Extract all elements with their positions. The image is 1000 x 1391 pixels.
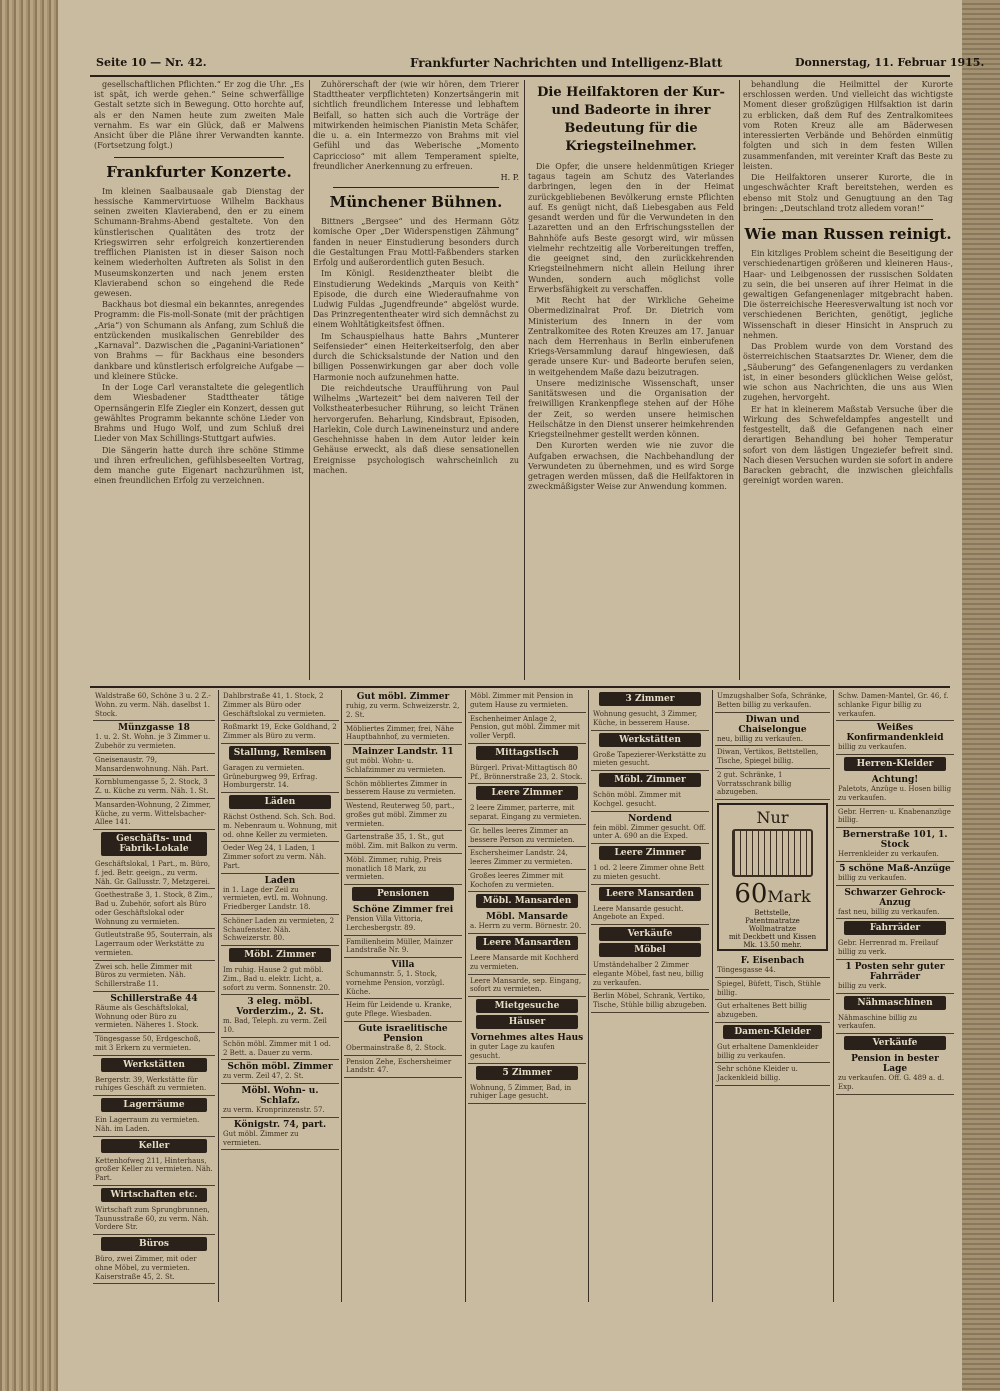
ad-text: Patentmatratze bbox=[745, 917, 800, 925]
category-heading: 5 Zimmer bbox=[476, 1066, 578, 1080]
ad-text: Wohnung, 5 Zimmer, Bad, in ruhiger Lage gesucht. bbox=[470, 1083, 572, 1101]
ad-text: Herrenkleider zu verkaufen. bbox=[838, 850, 939, 858]
category-heading: Wirtschaften etc. bbox=[101, 1188, 207, 1202]
ad-text: neu, billig zu verkaufen. bbox=[717, 734, 804, 743]
separator bbox=[333, 187, 499, 188]
ad-text: Roßmarkt 19, Ecke Goldhand, 2 Zimmer als Büro zu verm. bbox=[223, 723, 337, 740]
ad-title: Gute israelitische Pension bbox=[358, 1023, 448, 1044]
masthead: Frankfurter Nachrichten und Intelligenz-Blatt bbox=[410, 56, 723, 70]
classified-ad bbox=[221, 1118, 339, 1151]
classified-ad bbox=[344, 958, 462, 999]
classified-ad bbox=[468, 802, 586, 825]
ad-text: Großes leeres Zimmer mit Kochofen zu vermieten. bbox=[470, 871, 564, 889]
ad-text: Berlin Möbel, Schrank, Vertiko, Tische, Stühle billig abzugeben. bbox=[593, 992, 707, 1009]
ad-text: Diwan, Vertikos, Bettstellen, Tische, Spiegel billig. bbox=[717, 748, 819, 765]
paragraph: In der Loge Carl veranstaltete die gelegentlich dem Wiesbadener Stadttheater tätige Opernsängerin Elfe Ziegler ein Konzert, dessen gut gewähltes Programm bekannte schöne Lieder von Brahms und Hugo Wolf, und zum Schluß drei Lieder von Max Schillings-Stuttgart aufwies. bbox=[94, 383, 304, 444]
paragraph: Zuhörerschaft der (wie wir hören, dem Trierer Stadttheater verpflichteten) Konzertsängerin mit sichtlich freundlichem Interesse und lebhaftem Beifall, so hatten sich auch die Vorträge der mitwirkenden heimischen Pianistin Meta Schäfer, die u. a. ein Intermezzo von Brahms mit viel Gefühl und das Weberische „Momento Capriccioso“ mit allem Temperament spielte, freundlicher Anerkennung zu erfreuen. bbox=[313, 80, 519, 171]
classified-ad bbox=[93, 858, 215, 889]
ad-title: Münzgasse 18 bbox=[118, 723, 190, 734]
ad-text: fast neu, billig zu verkaufen. bbox=[838, 907, 940, 916]
classified-ad bbox=[591, 862, 709, 885]
paragraph: Im kleinen Saalbausaale gab Dienstag der hessische Kammervirtuose Wilhelm Backhaus seinen zweiten Klavierabend, den er zu einem Schumann-Brahms-Abend gestaltete. Von den künstlerischen Qualitäten des trotz der Kriegswirren sehr erfolgreich konzertierenden trefflichen Pianisten ist in dieser Saison noch keinem wiederholten Auftreten als Solist in den Museumskonzerten und nach jenem ersten Klavierabend schon so eingehend die Rede gewesen. bbox=[94, 186, 304, 298]
ad-text: Pension Villa Vittoria, Lerchesbergstr. 89. bbox=[346, 915, 423, 932]
category-heading: Leere Mansarden bbox=[599, 887, 701, 901]
ad-text: Heim für Leidende u. Kranke, gute Pflege. Wiesbaden. bbox=[346, 1001, 452, 1018]
paragraph: Im Königl. Residenztheater bleibt die Einstudierung Wedekinds „Marquis von Keith“ Episode, die durch eine Wiederaufnahme von Ludwig Fuldas „Jugendfreunde“ abgelöst wurde. Das Prinzregententheater wird sich demnächst zu einem Wohltätigkeitsfest öffnen. bbox=[313, 269, 519, 330]
classified-ad bbox=[93, 1155, 215, 1186]
classified-ad bbox=[221, 1060, 339, 1084]
classified-ad bbox=[715, 978, 830, 1001]
classified-ad bbox=[836, 828, 954, 862]
category-heading: Geschäfts- und Fabrik-Lokale bbox=[101, 832, 207, 856]
column-rule bbox=[341, 690, 342, 1302]
ad-text: in guter Lage zu kaufen gesucht. bbox=[470, 1043, 555, 1060]
classified-ad bbox=[344, 745, 462, 778]
ad-text: Nähmaschine billig zu verkaufen. bbox=[838, 1013, 918, 1031]
classified-ad bbox=[93, 1033, 215, 1056]
ad-text: gut möbl. Wohn- u. Schlafzimmer zu vermieten. bbox=[346, 757, 446, 774]
ads-column-6 bbox=[715, 690, 830, 1300]
classified-ad bbox=[715, 690, 830, 713]
separator bbox=[114, 157, 284, 158]
classified-ad bbox=[221, 1084, 339, 1118]
ad-text: Schön möbl. Zimmer mit 1 od. 2 Bett. a. Dauer zu verm. bbox=[223, 1039, 331, 1057]
classified-ad bbox=[715, 1063, 830, 1086]
ad-text: Große Tapezierer-Werkstätte zu mieten gesucht. bbox=[593, 750, 707, 768]
col2-top-body bbox=[313, 80, 519, 172]
ad-text: Töngesgasse 50, Erdgeschoß, mit 3 Erkern zu vermieten. bbox=[95, 1035, 201, 1052]
ad-text: Wollmatratze bbox=[748, 925, 797, 933]
ad-text: Gebr. Herrenrad m. Freilauf billig zu verk. bbox=[838, 939, 939, 956]
ad-text: Dahlbrstraße 41, 1. Stock, 2 Zimmer als Büro oder Geschäftslokal zu vermieten. bbox=[223, 692, 326, 718]
classified-ad bbox=[93, 754, 215, 777]
category-heading: Möbl. Zimmer bbox=[229, 948, 331, 962]
ad-text: Rächst Osthend. Sch. Sch. Bod. m. Nebenraum u. Wohnung, mit od. ohne Keller zu vermieten. bbox=[223, 813, 337, 839]
category-heading: Mietgesuche bbox=[476, 999, 578, 1013]
ad-title: Möbl. Wohn- u. Schlafz. bbox=[241, 1086, 319, 1106]
ad-title: Möbl. Mansarde bbox=[486, 912, 568, 923]
ad-title: 1 Posten sehr guter Fahrräder bbox=[845, 961, 945, 982]
classified-ad bbox=[468, 825, 586, 848]
ad-text: Goethestraße 3, 1. Stock, 8 Zim., Bad u. Zubehör, sofort als Büro oder Geschäftslokal oder Wohnung zu vermieten. bbox=[95, 891, 213, 926]
category-heading: Werkstätten bbox=[599, 733, 701, 747]
ad-text: Pension Zehe, Eschersheimer Landstr. 47. bbox=[346, 1057, 452, 1075]
classified-ad bbox=[221, 964, 339, 995]
category-heading: Büros bbox=[101, 1237, 207, 1251]
ad-text: Schumannstr. 5, 1. Stock, vornehme Pension, vorzügl. Küche. bbox=[346, 970, 445, 996]
ad-text: Gr. helles leeres Zimmer an bessere Person zu vermieten. bbox=[470, 826, 575, 844]
article-column-4 bbox=[743, 80, 953, 680]
category-heading: Möbel bbox=[599, 943, 701, 957]
ad-text: Leere Mansarde, sep. Eingang, sofort zu vermieten. bbox=[470, 976, 582, 994]
ad-text: Möbliertes Zimmer, frei, Nähe Hauptbahnhof, zu vermieten. bbox=[346, 724, 454, 742]
paragraph: Mit Recht hat der Wirkliche Geheime Obermedizinalrat Prof. Dr. Dietrich vom Ministerium des Innern in der vom Zentralkomitee des Roten Kreuzes am 17. Januar nach dem Herrenhaus in Berlin einberufenen Kriegs-Versammlung darauf hingewiesen, daß gerade unsere Kur- und Badeorte berufen seien, in weitgehendem Maße dazu beizutragen. bbox=[528, 296, 734, 377]
ad-title: Villa bbox=[391, 960, 415, 970]
konzerte-title: Frankfurter Konzerte. bbox=[106, 162, 292, 181]
category-heading: Mittagstisch bbox=[476, 746, 578, 760]
column-rule bbox=[218, 690, 219, 1302]
classified-ad bbox=[93, 1204, 215, 1235]
classified-ad bbox=[836, 862, 954, 886]
heilfaktoren-title: Die Heilfaktoren der Kur- und Badeorte in ihrer Bedeutung für die Kriegsteilnehmer. bbox=[537, 85, 725, 154]
ad-text: Möbl. Zimmer mit Pension in gutem Hause zu vermieten. bbox=[470, 692, 574, 709]
konzerte-body bbox=[94, 187, 304, 487]
classified-ad bbox=[591, 812, 709, 845]
classified-ad bbox=[468, 1082, 586, 1105]
classified-ad bbox=[344, 723, 462, 746]
ad-text: in 1. Lage der Zeil zu vermieten, evtl. m. Wohnung. Friedberger Landstr. 18. bbox=[223, 885, 328, 911]
paragraph: Backhaus bot diesmal ein bekanntes, anregendes Programm: die Fis-moll-Sonate (mit der prächtigen „Aria“) von Schumann als Anfang, zum Schluß die entzückenden musikalischen Genrebilder des „Karnaval“. Dazwischen die „Paganini-Variationen“ von Brahms — für Backhaus eine besonders dankbare und künstlerisch erfolgreiche Aufgabe — und kleinere Stücke. bbox=[94, 300, 304, 381]
classified-ad bbox=[836, 806, 954, 829]
article-column-2 bbox=[313, 80, 519, 680]
classified-ad bbox=[344, 778, 462, 801]
category-heading: Leere Zimmer bbox=[599, 846, 701, 860]
ad-text: billig zu verkaufen. bbox=[838, 873, 907, 882]
ad-text: Umzugshalber Sofa, Schränke, Betten billig zu verkaufen. bbox=[717, 692, 828, 709]
ad-text: Gebr. Herren- u. Knabenanzüge billig. bbox=[838, 807, 951, 825]
category-heading: Nähmaschinen bbox=[844, 996, 946, 1010]
classified-ad bbox=[221, 915, 339, 946]
ad-text: zu verm. Zeil 47, 2. St. bbox=[223, 1072, 304, 1081]
ad-text: Kettenhofweg 211, Hinterhaus, großer Keller zu vermieten. Näh. Part. bbox=[95, 1156, 213, 1182]
ad-title: Bernerstraße 101, 1. Stock bbox=[842, 830, 948, 850]
classified-ad bbox=[715, 769, 830, 800]
ad-price: 60 bbox=[734, 879, 768, 909]
classified-ad bbox=[221, 811, 339, 842]
classified-ad bbox=[344, 831, 462, 854]
category-heading: Stallung, Remisen bbox=[229, 746, 331, 760]
classified-ad bbox=[468, 1031, 586, 1064]
ad-title: Mainzer Landstr. 11 bbox=[352, 747, 454, 757]
ad-title: Vornehmes altes Haus bbox=[470, 1033, 584, 1043]
ad-text: Zwei sch. helle Zimmer mit Büros zu vermieten. Näh. Schillerstraße 11. bbox=[95, 962, 193, 988]
classified-ad bbox=[468, 952, 586, 975]
ad-text: Büro, zwei Zimmer, mit oder ohne Möbel, zu vermieten. Kaiserstraße 45, 2. St. bbox=[95, 1255, 197, 1281]
paragraph: Die Sängerin hatte durch ihre schöne Stimme und ihren erfreulichen, gefühlsbeseelten Vortrag, dem manche gute Eigenart nachzurühmen ist, einen freundlichen Erfolg zu verzeichnen. bbox=[94, 445, 304, 486]
heilfaktoren-body bbox=[528, 162, 734, 493]
classified-ad bbox=[93, 1074, 215, 1097]
ad-text: 1. u. 2. St. Wohn. je 3 Zimmer u. Zubehör zu vermieten. bbox=[95, 733, 211, 750]
ad-title: Gut möbl. Zimmer bbox=[356, 692, 450, 702]
category-heading: Möbl. Mansarden bbox=[476, 894, 578, 908]
classified-ad bbox=[836, 721, 954, 755]
ad-text: mit Deckbett und Kissen bbox=[728, 933, 817, 941]
classified-ad bbox=[221, 874, 339, 915]
ad-text: Möbl. Zimmer, ruhig, Preis monatlich 18 Mark, zu vermieten. bbox=[346, 855, 442, 882]
paragraph: Die Heilfaktoren unserer Kurorte, die in ungeschwächter Kraft bereitstehen, werden es ebenso mit Stolz und Genugtuung an den Tag bringen: „Deutschland trotz alledem voran!“ bbox=[743, 173, 953, 213]
ad-text: Töngesgasse 44. bbox=[717, 966, 776, 974]
ad-text: billig zu verk. bbox=[838, 981, 887, 990]
article-column-1 bbox=[94, 80, 304, 680]
classified-ad bbox=[93, 929, 215, 960]
ad-title: 5 schöne Maß-Anzüge bbox=[839, 863, 951, 874]
page-number: Seite 10 — Nr. 42. bbox=[96, 56, 207, 69]
ad-text: Gut möbl. Zimmer zu vermieten. bbox=[223, 1129, 299, 1147]
classified-ad bbox=[836, 886, 954, 920]
classified-ad bbox=[93, 961, 215, 992]
ad-text: Kornblumengasse 5, 2. Stock, 3 Z. u. Küche zu verm. Näh. 1. St. bbox=[95, 778, 209, 795]
ad-text: Garagen zu vermieten. Grüneburgweg 99, Erfrag. Homburgerstr. 14. bbox=[223, 763, 318, 790]
ad-text: Gut erhaltene Damenkleider billig zu verkaufen. bbox=[717, 1042, 819, 1060]
paragraph: Die reichdeutsche Uraufführung von Paul Wilhelms „Wartezeit“ bei dem naiveren Teil der Volkstheaterbesucher Rührung, so leicht Tränen hervorgerufen. Beharlung, Kindsbraut, Episoden, Harlekin, Cole durch Lawineneinsturz und andere Geschehnisse haben in dem Autor leider kein Gehäuse erweckt, als daß diese sensationellen Ereignisse psychologisch wahrscheinlich zu machen. bbox=[313, 383, 519, 475]
classified-ad bbox=[344, 999, 462, 1022]
classified-ad bbox=[591, 749, 709, 772]
classified-ad bbox=[93, 776, 215, 799]
classified-ad bbox=[591, 990, 709, 1013]
classified-ad bbox=[221, 721, 339, 744]
ad-title: Pension in bester Lage bbox=[851, 1054, 939, 1074]
ad-text: Bergerstr. 39, Werkstätte für ruhiges Geschäft zu vermieten. bbox=[95, 1075, 207, 1093]
classified-ad bbox=[468, 870, 586, 893]
classified-ad bbox=[344, 1056, 462, 1079]
author-signature: H. P. bbox=[500, 173, 519, 183]
col4-top-body bbox=[743, 80, 953, 214]
ad-text: Gneisenaustr. 79, Mansardenwohnung. Näh. Part. bbox=[95, 755, 209, 773]
ads-column-2 bbox=[221, 690, 339, 1300]
category-heading: Häuser bbox=[476, 1015, 578, 1029]
classified-ad bbox=[344, 854, 462, 885]
ad-text: Gartenstraße 35, 1. St., gut möbl. Zim. mit Balkon zu verm. bbox=[346, 833, 458, 850]
ad-text: Schön möbl. Zimmer mit Kochgel. gesucht. bbox=[593, 791, 681, 808]
paragraph: Den Kurorten werden wie nie zuvor die Aufgaben erwachsen, die Nachbehandlung der Verwundeten zu übernehmen, und es wird Sorge getragen werden müssen, daß die Heilfaktoren in zweckmäßigster Weise zur Anwendung kommen. bbox=[528, 441, 734, 492]
ads-column-3 bbox=[344, 690, 462, 1300]
ad-text: 2 gut. Schränke, 1 Vorratsschrank billig abzugeben. bbox=[717, 770, 792, 797]
classified-ad bbox=[221, 690, 339, 721]
ad-title: 3 eleg. möbl. Vorderzim., 2. St. bbox=[236, 997, 324, 1018]
ad-text: Im ruhig. Hause 2 gut möbl. Zim., Bad u. elektr. Licht, a. sofort zu verm. Sonnenstr. 20. bbox=[223, 966, 331, 992]
paragraph: Im Schauspielhaus hatte Bahrs „Munterer Seifensieder“ einen Heiterkeitserfolg, den aber durch die Schicksalstunde der Nation und den billigen Possenwirkungen gar aber doch volle Harmonie noch aufzunehmen hatte. bbox=[313, 331, 519, 382]
column-rule bbox=[309, 80, 310, 680]
ad-title: Schön möbl. Zimmer bbox=[227, 1062, 333, 1073]
classified-ad bbox=[93, 799, 215, 830]
classified-ad bbox=[221, 762, 339, 793]
ad-text: Westend, Reuterweg 50, part., großes gut möbl. Zimmer zu vermieten. bbox=[346, 802, 455, 828]
classified-ad bbox=[93, 690, 215, 721]
ad-text: Gutleutstraße 95, Souterrain, als Lagerraum oder Werkstätte zu vermieten. bbox=[95, 931, 213, 957]
classified-ad bbox=[344, 800, 462, 831]
category-heading: Keller bbox=[101, 1139, 207, 1153]
ad-text: Leere Mansarde gesucht. Angebote an Exped. bbox=[593, 904, 684, 922]
category-heading: Leere Mansarden bbox=[476, 936, 578, 950]
ad-text: billig zu verkaufen. bbox=[838, 743, 907, 752]
ad-title: Schwarzer Gehrock-Anzug bbox=[844, 887, 946, 908]
russen-title: Wie man Russen reinigt. bbox=[744, 225, 952, 244]
category-heading: Lagerräume bbox=[101, 1098, 207, 1112]
header-rule bbox=[90, 75, 950, 77]
classified-ad bbox=[836, 1012, 954, 1035]
paragraph: Bittners „Bergsee“ und des Hermann Götz komische Oper „Der Widerspenstigen Zähmung“ fanden in neuer Einstudierung besonders durch die Gestaltungen Frau Mottl-Faßbenders starken Erfolg und außerordentlich guten Besuch. bbox=[313, 217, 519, 268]
classified-ad bbox=[93, 1253, 215, 1284]
classified-ad bbox=[715, 713, 830, 747]
article-column-3 bbox=[528, 80, 734, 680]
classified-ad bbox=[468, 910, 586, 934]
novel-continuation: gesellschaftlichen Pflichten.“ Er zog die Uhr. „Es ist spät, ich werde gehen.“ Seine schwerfällige Gestalt setzte sich in Bewegung. Otto horchte auf, als er den Namen heute zum zweiten Male vernahm. Es war ein Glück, daß er Malwens Ansicht über die Pläne ihrer Verwandten kannte. (Fortsetzung folgt.) bbox=[94, 80, 304, 151]
classified-ad bbox=[591, 903, 709, 926]
ad-text: Gut erhaltenes Bett billig abzugeben. bbox=[717, 1002, 808, 1019]
paragraph: Die Opfer, die unsere heldenmütigen Krieger tagaus tagein am Schutz des Vaterlandes darbringen, legen den in der Heimat zurückgebliebenen Bevölkerung ernste Pflichten auf. Es genügt nicht, daß Liebesgaben aus Feld gesandt werden und für die Verwundeten in den Lazaretten und an den Erfrischungsstellen der Bahnhöfe aufs Beste gesorgt wird, wir müssen vielmehr rechtzeitig alle Vorbereitungen treffen, die geeignet sind, den zurückkehrenden Kriegsteilnehmern nicht allein Heilung ihrer Wunden, sondern auch möglichst volle Erwerbsfähigkeit zu verschaffen. bbox=[528, 162, 734, 294]
ad-text: Oeder Weg 24, 1 Laden, 1 Zimmer sofort zu verm. Näh. Part. bbox=[223, 844, 327, 870]
classified-ad bbox=[468, 713, 586, 744]
classified-ad bbox=[344, 690, 462, 723]
column-rule bbox=[833, 690, 834, 1302]
ad-text: Familienheim Müller, Mainzer Landstraße Nr. 9. bbox=[346, 937, 453, 955]
ad-text: Waldstraße 60, Schöne 3 u. 2 Z.-Wohn. zu verm. Näh. daselbst 1. Stock. bbox=[95, 692, 211, 718]
ad-text: Räume als Geschäftslokal, Wohnung oder Büro zu vermieten. Näheres 1. Stock. bbox=[95, 1003, 199, 1030]
category-heading: Fahrräder bbox=[844, 921, 946, 935]
bed-illustration bbox=[732, 829, 813, 877]
furniture-ad bbox=[717, 803, 828, 951]
ad-text: Eschenheimer Anlage 2, Pension, gut möbl. Zimmer mit voller Verpfl. bbox=[470, 714, 580, 740]
ad-text: Schön möbliertes Zimmer in besserem Hause zu vermieten. bbox=[346, 779, 456, 797]
ad-text: Bettstelle, bbox=[754, 909, 791, 917]
classified-ad bbox=[221, 1038, 339, 1061]
date-line: Donnerstag, 11. Februar 1915. bbox=[795, 56, 985, 69]
ad-text: Leere Mansarde mit Kochherd zu vermieten. bbox=[470, 954, 579, 971]
page-edge bbox=[962, 0, 1000, 1391]
classified-ad bbox=[836, 1052, 954, 1095]
classified-ad bbox=[468, 975, 586, 998]
classified-ad bbox=[591, 708, 709, 731]
ads-column-1 bbox=[93, 690, 215, 1300]
column-rule bbox=[739, 80, 740, 680]
classified-ad bbox=[93, 721, 215, 754]
classified-ad bbox=[591, 959, 709, 990]
buehnen-title: Münchener Bühnen. bbox=[329, 193, 503, 212]
classified-ad bbox=[468, 847, 586, 870]
ad-title: Weißes Konfirmandenkleid bbox=[846, 723, 944, 744]
ad-text: 2 leere Zimmer, parterre, mit separat. Eingang zu vermieten. bbox=[470, 804, 582, 821]
ad-title: Schillerstraße 44 bbox=[110, 993, 198, 1004]
classified-ad bbox=[836, 960, 954, 994]
category-heading: Pensionen bbox=[352, 887, 454, 901]
classified-ad bbox=[468, 690, 586, 713]
classified-ad bbox=[344, 903, 462, 936]
ads-column-5 bbox=[591, 690, 709, 1300]
classified-ad bbox=[468, 762, 586, 785]
column-rule bbox=[712, 690, 713, 1302]
classified-ad bbox=[715, 954, 830, 978]
ad-text: m. Bad, Teleph. zu verm. Zeil 10. bbox=[223, 1017, 327, 1034]
ad-text: Bürgerl. Privat-Mittagtisch 80 Pf., Brönnerstraße 23, 2. Stock. bbox=[470, 763, 583, 781]
buehnen-body bbox=[313, 217, 519, 476]
paragraph: Ein kitzliges Problem scheint die Beseitigung der verschiedenartigen größeren und kleineren Haus-, Haar- und Leibgenossen der russischen Soldaten zu sein, die bei unseren auf ihrer Heimat in die gewaltigen Gefangenenlager mitgebracht haben. Die österreichische Heeresverwaltung ist noch vor verschiedenen Berichten, genötigt, jegliche Wissenschaft in dieser Hinsicht in Anspruch zu nehmen. bbox=[743, 249, 953, 340]
ad-title: Diwan und Chaiselongue bbox=[738, 714, 807, 735]
ad-text: Schöner Laden zu vermieten, 2 Schaufenster. Näh. Schweizerstr. 80. bbox=[223, 916, 335, 943]
ad-text: Wohnung gesucht, 3 Zimmer, Küche, in besserem Hause. bbox=[593, 710, 698, 727]
ad-title: Königstr. 74, part. bbox=[233, 1119, 327, 1130]
classified-ad bbox=[93, 992, 215, 1033]
category-heading: Leere Zimmer bbox=[476, 786, 578, 800]
book-binding bbox=[0, 0, 58, 1391]
ad-title: Achtung! bbox=[871, 775, 919, 785]
ad-text: Mansarden-Wohnung, 2 Zimmer, Küche, zu verm. Wittelsbacher-Allee 141. bbox=[95, 800, 211, 827]
classified-ad bbox=[93, 1114, 215, 1137]
classified-ad bbox=[591, 789, 709, 812]
paragraph: Das Problem wurde von dem Vorstand des österreichischen Staatsarztes Dr. Wiener, dem die „Säuberung“ des Gefangenenlagers zu verdanken ist, in einer besonders glücklichen Weise gelöst, wie schon aus Nachrichten, die uns aus Wien zugehen, hervorgeht. bbox=[743, 342, 953, 403]
ad-text: Geschäftslokal, 1 Part., m. Büro, f. jed. Betr. geeign., zu verm. Näh. Gr. Gallusstr. 7, Metzgerei. bbox=[95, 860, 211, 886]
ad-text: Mk. 13.50 mehr. bbox=[743, 941, 802, 949]
ad-text: Schw. Damen-Mantel, Gr. 46, f. schlanke Figur billig zu verkaufen. bbox=[838, 692, 949, 718]
ad-text: Wirtschaft zum Sprungbrunnen, Taunusstraße 60, zu verm. Näh. Vordere Str. bbox=[95, 1205, 210, 1232]
category-heading: Läden bbox=[229, 795, 331, 809]
ad-text: zu verkaufen. Off. G. 489 a. d. Exp. bbox=[838, 1074, 945, 1091]
paragraph: behandlung die Heilmittel der Kurorte erschlossen werden. Und vielleicht das wichtigste Moment dieser großzügigen Hilfsaktion ist darin zu erblicken, daß dem Ruf des Zentralkomitees vom Roten Kreuz alle am Bäderwesen interessierten Verbände und Behörden einmütig folgten und sich in dem festen Willen zusammenfanden, mit vereinter Kraft das Beste zu leisten. bbox=[743, 80, 953, 171]
ad-text: zu verm. Kronprinzenstr. 57. bbox=[223, 1106, 325, 1114]
ad-text: Obermainstraße 8, 2. Stock. bbox=[346, 1043, 447, 1052]
column-rule bbox=[588, 690, 589, 1302]
classified-ad bbox=[93, 889, 215, 929]
category-heading: Damen-Kleider bbox=[723, 1025, 822, 1039]
classified-ad bbox=[836, 937, 954, 960]
ad-title: Schöne Zimmer frei bbox=[352, 905, 454, 915]
ad-text: Sehr schöne Kleider u. Jackenkleid billig. bbox=[717, 1065, 798, 1082]
ads-column-4 bbox=[468, 690, 586, 1300]
category-heading: Möbl. Zimmer bbox=[599, 773, 701, 787]
column-rule bbox=[524, 80, 525, 680]
russen-body bbox=[743, 249, 953, 486]
ad-text: a. Herrn zu verm. Börnestr. 20. bbox=[470, 922, 582, 931]
paragraph: Unsere medizinische Wissenschaft, unser Sanitätswesen und die Organisation der freiwilligen Krankenpflege stehen auf der Höhe der Zeit, so werden unsere heimischen Heilschätze in den Dienst unserer heimkehrenden Kriegsteilnehmer gestellt werden können. bbox=[528, 378, 734, 440]
ad-title: Nur bbox=[756, 808, 789, 827]
ad-text: Eschersheimer Landstr. 24, leeres Zimmer zu vermieten. bbox=[470, 849, 573, 866]
ad-text: 1 od. 2 leere Zimmer ohne Bett zu mieten gesucht. bbox=[593, 864, 705, 881]
ad-text: ruhig, zu verm. Schweizerstr. 2, 2. St. bbox=[346, 702, 460, 719]
ads-column-7 bbox=[836, 690, 954, 1300]
paragraph: Er hat in kleinerem Maßstab Versuche über die Wirkung des Schwefeldampfes angestellt und festgestellt, daß die Gefangenen nach einer derartigen Behandlung bei hoher Temperatur sofort von dem lästigen Ungeziefer befreit sind. Nach diesen Versuchen wurden sie sofort in andere Baracken gebracht, die inzwischen gleichfalls gereinigt worden waren. bbox=[743, 404, 953, 486]
ad-price-unit: Mark bbox=[767, 887, 811, 906]
ad-text: Paletots, Anzüge u. Hosen billig zu verkaufen. bbox=[838, 785, 952, 802]
classified-ad bbox=[836, 690, 954, 721]
classified-ad bbox=[715, 1000, 830, 1023]
category-heading: Verkäufe bbox=[844, 1036, 946, 1050]
ad-title: Laden bbox=[264, 875, 296, 886]
classified-ad bbox=[715, 1041, 830, 1064]
classified-ad bbox=[344, 936, 462, 959]
ads-rule bbox=[90, 686, 950, 688]
category-heading: Verkäufe bbox=[599, 927, 701, 941]
classified-ad bbox=[715, 746, 830, 769]
separator bbox=[763, 219, 933, 220]
column-rule bbox=[465, 690, 466, 1302]
ad-text: Umständehalber 2 Zimmer elegante Möbel, fast neu, billig zu verkaufen. bbox=[593, 961, 704, 987]
ad-text: Spiegel, Büfett, Tisch, Stühle billig. bbox=[717, 979, 821, 997]
ad-title: F. Eisenbach bbox=[740, 956, 805, 966]
ad-title: Nordend bbox=[628, 813, 672, 824]
category-heading: Werkstätten bbox=[101, 1058, 207, 1072]
classified-ad bbox=[221, 995, 339, 1038]
ad-text: fein möbl. Zimmer gesucht. Off. unter A. 690 an die Exped. bbox=[593, 823, 706, 841]
classified-ad bbox=[836, 773, 954, 806]
classified-ad bbox=[344, 1022, 462, 1056]
category-heading: 3 Zimmer bbox=[599, 692, 701, 706]
classified-ad bbox=[221, 842, 339, 873]
category-heading: Herren-Kleider bbox=[844, 757, 946, 771]
ad-text: Ein Lagerraum zu vermieten. Näh. im Laden. bbox=[95, 1116, 200, 1133]
